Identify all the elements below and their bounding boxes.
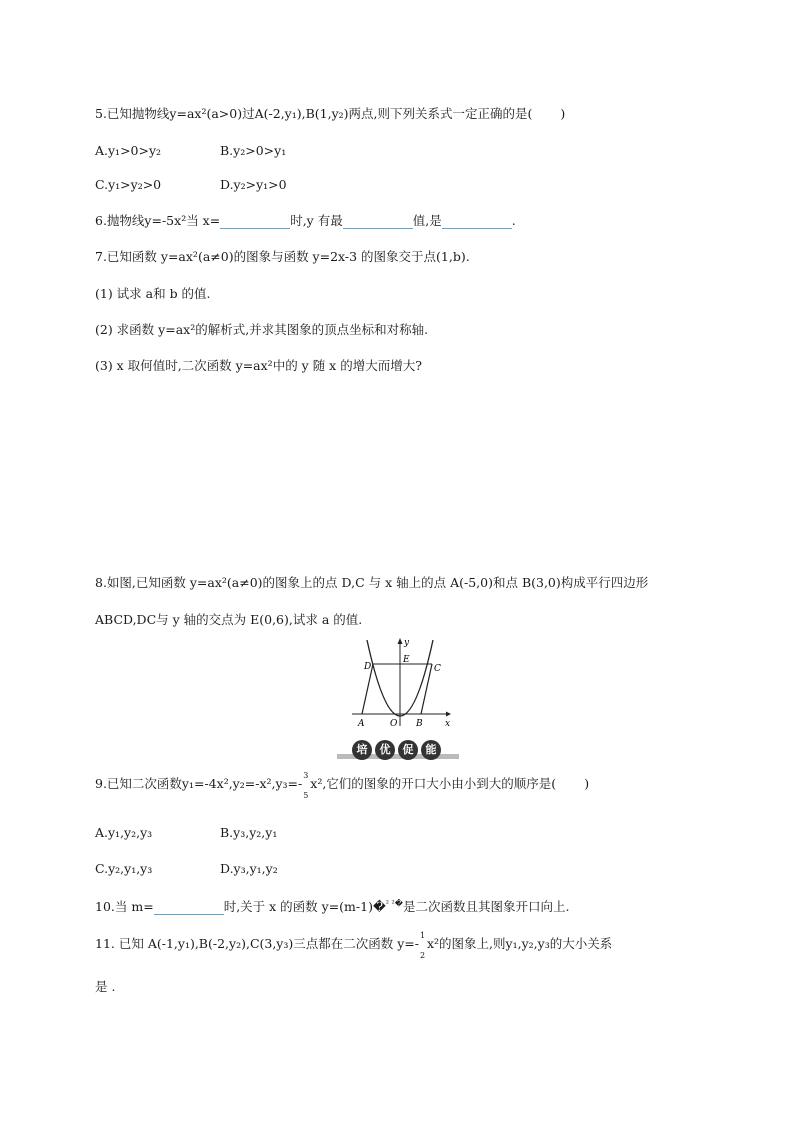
label-o: O [390,719,398,728]
q10-part2: 时,关于 x 的函数 y=(m-1)� [223,899,386,915]
banner-char-4: 能 [421,740,441,760]
q7-sub2: (2) 求函数 y=ax²的解析式,并求其图象的顶点坐标和对称轴. [95,322,429,337]
q9-text-post: x²,它们的图象的开口大小由小到大的顺序是( [310,776,557,791]
q5-text: 5.已知抛物线y=ax²(a>0)过A(-2,y₁),B(1,y₂)两点,则下列关系式一定正确的是( [95,106,533,121]
q8-line2: ABCD,DC与 y 轴的交点为 E(0,6),试求 a 的值. [95,612,363,627]
q6-part2: 时,y 有最 [290,213,343,228]
q9-stem [95,771,590,800]
q6-blank-value[interactable] [442,214,512,229]
label-x: x [445,719,451,728]
q5-option-d: D.y₂>y₁>0 [220,177,287,192]
q6-stem [95,213,516,229]
q9-fraction [302,771,310,800]
q5-option-a: A.y₁>0>y₂ [95,143,162,158]
q9-option-b: B.y₃,y₂,y₁ [220,825,278,840]
q10-blank-m[interactable] [154,900,224,915]
q6-part1: 6.抛物线y=-5x²当 x= [95,213,221,228]
q11-frac-den: 2 [420,951,426,960]
q11-text-post: x²的图象上,则y₁,y₂,y₃的大小关系 [427,936,613,951]
q5-option-b: B.y₂>0>y₁ [220,143,287,158]
q9-frac-num: 3 [303,771,309,780]
banner-char-2: 优 [375,740,395,760]
segment-bc [421,664,432,714]
banner-char-3: 促 [398,740,418,760]
section-banner [337,740,459,764]
q8-line1: 8.如图,已知函数 y=ax²(a≠0)的图象上的点 D,C 与 x 轴上的点 A(-5,0)和点 B(3,0)构成平行四边形 [95,575,649,590]
q6-blank-extreme[interactable] [343,214,413,229]
label-a: A [358,719,365,728]
q6-part4: . [511,213,516,228]
q10-stem [95,896,569,915]
q11-line2: 是 . [95,979,116,994]
q9-frac-den: 5 [303,791,309,800]
q6-blank-x[interactable] [220,214,290,229]
q9-text-pre: 9.已知二次函数y₁=-4x²,y₂=-x²,y₃=- [95,776,303,791]
q11-frac-num: 1 [420,931,426,940]
q10-part3: 是二次函数且其图象开口向上. [402,899,570,915]
q7-sub3: (3) x 取何值时,二次函数 y=ax²中的 y 随 x 的增大而增大? [95,358,422,373]
q5-option-c: C.y₁>y₂>0 [95,177,162,192]
q10-exponent: ² ²� [385,899,403,908]
q11-text-pre: 11. 已知 A(-1,y₁),B(-2,y₂),C(3,y₃)三点都在二次函数 y=- [95,936,419,951]
q9-close: ) [584,776,590,791]
label-y: y [404,638,410,648]
label-c: C [434,664,441,674]
banner-char-1: 培 [352,740,372,760]
q6-part3: 值,是 [412,213,442,228]
parabola-figure [348,636,452,728]
q5-close: ) [560,106,566,121]
q10-part1: 10.当 m= [95,899,154,915]
q11-fraction [419,931,427,960]
q5-stem [95,106,565,122]
label-e: E [403,655,410,665]
q7-stem: 7.已知函数 y=ax²(a≠0)的图象与函数 y=2x-3 的图象交于点(1,b). [95,249,470,264]
q9-option-c: C.y₂,y₁,y₃ [95,861,153,876]
q9-option-a: A.y₁,y₂,y₃ [95,825,153,840]
x-axis-arrow [446,712,451,717]
y-axis-arrow [398,638,403,644]
label-b: B [416,719,423,728]
q7-sub1: (1) 试求 a和 b 的值. [95,286,211,301]
label-d: D [364,662,372,672]
q11-stem [95,931,613,960]
q9-option-d: D.y₃,y₁,y₂ [220,861,278,876]
